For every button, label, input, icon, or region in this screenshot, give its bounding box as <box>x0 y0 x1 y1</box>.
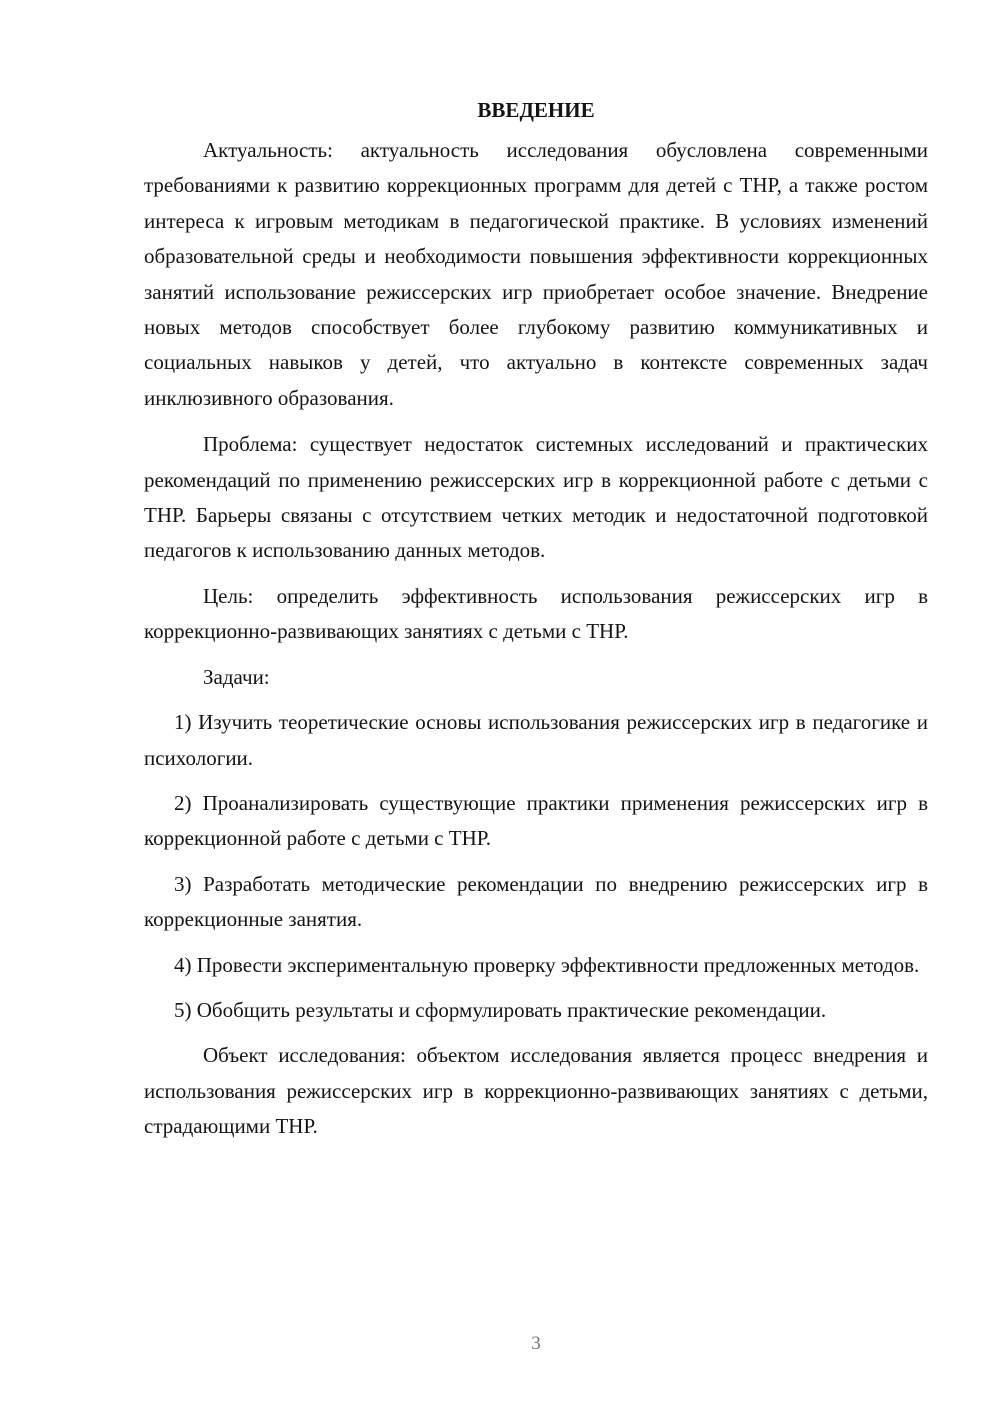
problem-paragraph: Проблема: существует недостаток системных исследований и практических рекомендаций по применению режиссерских игр в коррекционной работе с детьми с ТНР. Барьеры связаны с отсутствием четких методик и недостаточной подготовкой педагогов к использованию данных методов. <box>144 432 928 563</box>
task-item-2: 2) Проанализировать существующие практики применения режиссерских игр в коррекционной работе с детьми с ТНР. <box>144 790 928 851</box>
object-paragraph: Объект исследования: объектом исследования является процесс внедрения и использования режиссерских игр в коррекционно-развивающих занятиях с детьми, страдающими ТНР. <box>144 1043 928 1139</box>
task-item-1: 1) Изучить теоретические основы использования режиссерских игр в педагогике и психологии. <box>144 710 928 770</box>
tasks-label: Задачи: <box>203 664 270 689</box>
page-number: 3 <box>531 1333 541 1354</box>
task-item-3: 3) Разработать методические рекомендации по внедрению режиссерских игр в коррекционные занятия. <box>144 871 928 932</box>
goal-paragraph: Цель: определить эффективность использования режиссерских игр в коррекционно-развивающих занятиях с детьми с ТНР. <box>144 583 928 644</box>
task-item-5: 5) Обобщить результаты и сформулировать практические рекомендации. <box>174 997 827 1022</box>
relevance-paragraph: Актуальность: актуальность исследования обусловлена современными требованиями к развитию коррекционных программ для детей с ТНР, а также ростом интереса к игровым методикам в педагогической практике. В условиях изменений образовательной среды и необходимости повышения эффективности коррекционных занятий использование режиссерских игр приобретает особое значение. Внедрение новых методов способствует более глубокому развитию коммуникативных и социальных навыков у детей, что актуально в контексте современных задач инклюзивного образования. <box>144 138 928 410</box>
document-page <box>144 93 928 1145</box>
section-heading: ВВЕДЕНИЕ <box>477 98 595 122</box>
task-item-4: 4) Провести экспериментальную проверку эффективности предложенных методов. <box>174 952 920 977</box>
